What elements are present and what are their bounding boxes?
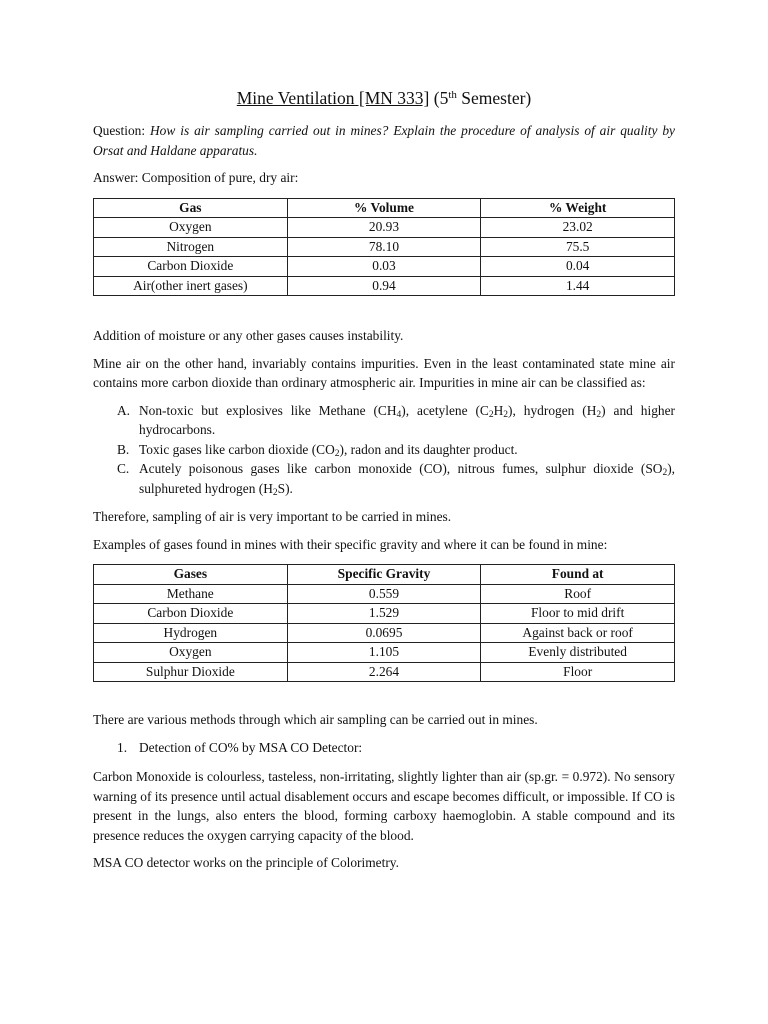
list-text: H bbox=[493, 402, 504, 418]
methods-list bbox=[93, 738, 675, 758]
page-title bbox=[93, 86, 675, 110]
question-text: How is air sampling carried out in mines? Explain the procedure of analysis of air quality by Orsat and Haldane apparatus. bbox=[93, 123, 675, 158]
table-cell: 0.0695 bbox=[287, 623, 481, 643]
methods-paragraph: There are various methods through which air sampling can be carried out in mines. bbox=[93, 712, 538, 727]
table-cell: 23.02 bbox=[481, 218, 675, 238]
subscript: 2 bbox=[503, 409, 509, 420]
table-cell: 2.264 bbox=[287, 662, 481, 682]
subscript: 2 bbox=[488, 409, 494, 420]
examples-paragraph: Examples of gases found in mines with their specific gravity and where it can be found in mine: bbox=[93, 536, 608, 552]
list-text: ), hydrogen (H bbox=[508, 402, 597, 418]
air-composition-table bbox=[93, 198, 675, 297]
title-course: Mine Ventilation [MN 333] bbox=[236, 88, 430, 108]
list-text: ), radon and its daughter product. bbox=[339, 441, 518, 457]
table-cell: Nitrogen bbox=[94, 237, 288, 257]
table-row bbox=[94, 237, 675, 257]
table-header-cell: Specific Gravity bbox=[287, 565, 481, 585]
list-marker: C. bbox=[117, 461, 130, 476]
table-cell: 0.559 bbox=[287, 584, 481, 604]
table-cell: 0.04 bbox=[481, 257, 675, 277]
subscript: 2 bbox=[596, 409, 602, 420]
list-marker: B. bbox=[117, 441, 130, 457]
table-cell: 75.5 bbox=[481, 237, 675, 257]
table-row bbox=[94, 604, 675, 624]
list-text: Non-toxic but explosives like Methane (CH bbox=[139, 402, 397, 418]
table-cell: Carbon Dioxide bbox=[94, 604, 288, 624]
list-item bbox=[93, 440, 675, 460]
list-text: Toxic gases like carbon dioxide (CO bbox=[139, 441, 335, 457]
table-row bbox=[94, 218, 675, 238]
table-cell: Oxygen bbox=[94, 643, 288, 663]
table-cell: Sulphur Dioxide bbox=[94, 662, 288, 682]
table-row bbox=[94, 276, 675, 296]
list-marker: A. bbox=[117, 402, 131, 418]
list-item bbox=[93, 459, 675, 498]
table-cell: Evenly distributed bbox=[481, 643, 675, 663]
table-cell: 0.03 bbox=[287, 257, 481, 277]
sampling-paragraph: Therefore, sampling of air is very important to be carried in mines. bbox=[93, 509, 452, 524]
question-paragraph bbox=[93, 121, 675, 160]
list-text: Detection of CO% by MSA CO Detector: bbox=[139, 739, 363, 755]
table-cell: Hydrogen bbox=[94, 623, 288, 643]
table-cell: Floor bbox=[481, 662, 675, 682]
table-row bbox=[94, 623, 675, 643]
table-header-cell: Gas bbox=[94, 198, 288, 218]
table-header-cell: % Weight bbox=[481, 198, 675, 218]
msa-detector-paragraph: MSA CO detector works on the principle of Colorimetry. bbox=[93, 855, 399, 870]
impurities-list bbox=[93, 401, 675, 499]
table-header-row bbox=[94, 198, 675, 218]
table-cell: 1.44 bbox=[481, 276, 675, 296]
subscript: 2 bbox=[662, 468, 668, 478]
table-row bbox=[94, 643, 675, 663]
table-cell: Floor to mid drift bbox=[481, 604, 675, 624]
table-cell: Against back or roof bbox=[481, 623, 675, 643]
gases-specific-gravity-table bbox=[93, 564, 675, 682]
list-text: ) and higher hydrocarbons. bbox=[139, 402, 675, 437]
table-row bbox=[94, 584, 675, 604]
table-cell: 0.94 bbox=[287, 276, 481, 296]
list-item bbox=[93, 738, 675, 758]
table-cell: 20.93 bbox=[287, 218, 481, 238]
table-cell: Carbon Dioxide bbox=[94, 257, 288, 277]
list-item bbox=[93, 401, 675, 440]
subscript: 2 bbox=[334, 448, 340, 459]
list-text: ), sulphureted hydrogen (H bbox=[139, 461, 675, 496]
list-text: ), acetylene (C bbox=[401, 402, 489, 418]
co-description-paragraph: Carbon Monoxide is colourless, tasteless, non-irritating, slightly lighter than air (sp.gr. = 0.972). No sensory warning of its presence until actual disablement occurs and escape becomes difficult, or impossible. If CO is present in the lungs, also enters the blood, forming carboxy haemoglobin. A stable compound and its presence reduces the oxygen carrying capacity of the blood. bbox=[93, 769, 675, 843]
page-content bbox=[93, 86, 675, 881]
table-header-cell: Gases bbox=[94, 565, 288, 585]
table-header-cell: Found at bbox=[481, 565, 675, 585]
table-row bbox=[94, 257, 675, 277]
table-cell: 78.10 bbox=[287, 237, 481, 257]
table-header-row bbox=[94, 565, 675, 585]
impurities-paragraph: Mine air on the other hand, invariably contains impurities. Even in the least contaminated state mine air contains more carbon dioxide than ordinary atmospheric air. Impurities in mine air can be classified as: bbox=[93, 355, 675, 390]
answer-paragraph: Answer: Composition of pure, dry air: bbox=[93, 170, 299, 185]
subscript: 2 bbox=[272, 487, 278, 498]
table-header-cell: % Volume bbox=[287, 198, 481, 218]
table-cell: Methane bbox=[94, 584, 288, 604]
table-cell: 1.529 bbox=[287, 604, 481, 624]
table-cell: Roof bbox=[481, 584, 675, 604]
table-cell: Air(other inert gases) bbox=[94, 276, 288, 296]
list-text: Acutely poisonous gases like carbon monoxide (CO), nitrous fumes, sulphur dioxide (SO bbox=[139, 461, 663, 476]
subscript: 4 bbox=[396, 409, 402, 420]
title-semester-close: Semester) bbox=[456, 88, 532, 108]
table-row bbox=[94, 662, 675, 682]
title-semester-open: (5 bbox=[429, 88, 449, 108]
table-cell: Oxygen bbox=[94, 218, 288, 238]
moisture-paragraph: Addition of moisture or any other gases causes instability. bbox=[93, 328, 404, 343]
table-cell: 1.105 bbox=[287, 643, 481, 663]
list-text: S). bbox=[277, 480, 293, 496]
title-semester-sup: th bbox=[448, 89, 457, 101]
question-label: Question: bbox=[93, 123, 151, 138]
list-marker: 1. bbox=[117, 739, 128, 755]
